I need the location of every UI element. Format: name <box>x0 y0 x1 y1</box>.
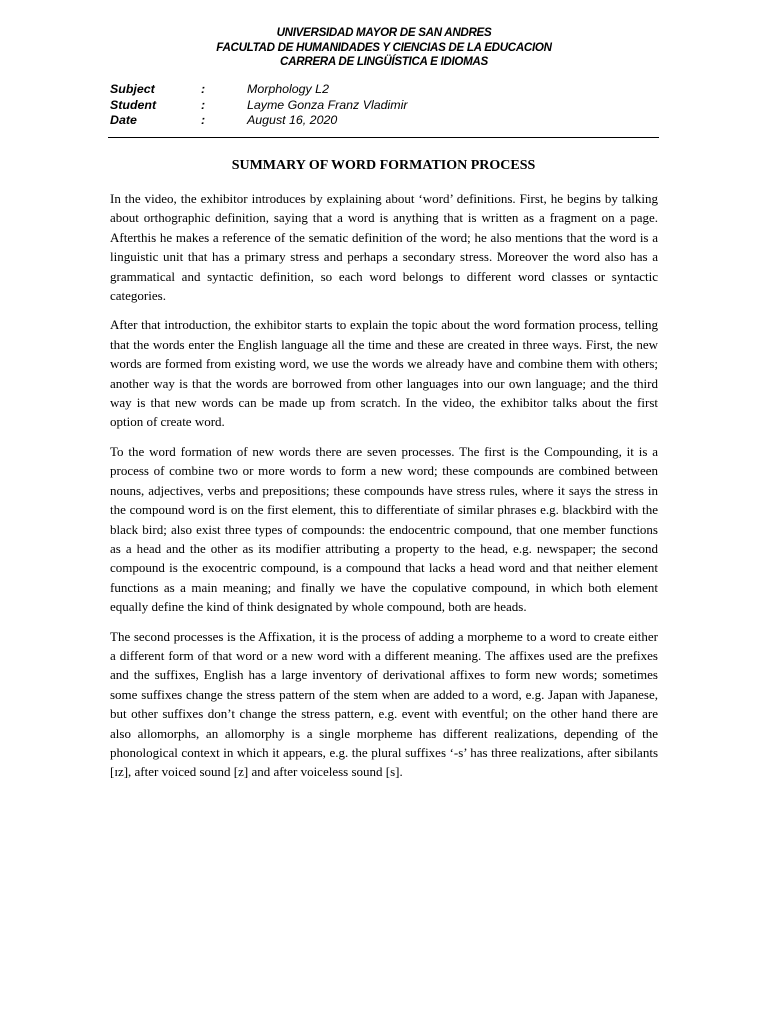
paragraph-3: To the word formation of new words there are seven processes. The first is the Compounding, it is a process of combine two or more words to form a new word; these compounds are combined between nouns, adjectives, verbs and prepositions; these compounds have stress rules, where it says the stress in the compound word is on the first element, this to differentiate of similar phrases e.g. blackbird with the black bird; also exist three types of compounds: the endocentric compound, that one member functions as a head and the other as its modifier attributing a property to the head, e.g. newspaper; the second compound is the exocentric compound, is a compound that lacks a head word and that neither element functions as a main meaning; and finally we have the copulative compound, in which both element equally define the kind of think designated by whole compound, both are heads. <box>110 443 658 615</box>
paragraph-1: In the video, the exhibitor introduces by explaining about ‘word’ definitions. First, he begins by talking about orthographic definition, saying that a word is anything that is written as a fragment on a page. Afterthis he makes a reference of the sematic definition of the word; he also mentions that the word is a linguistic unit that has a primary stress and perhaps a secondary stress. Moreover the word also has a grammatical and syntactic definition, so each word belongs to different word classes or syntactic categories. <box>110 191 658 304</box>
university-name: UNIVERSIDAD MAYOR DE SAN ANDRES <box>276 26 492 39</box>
date-label: Date <box>110 113 137 127</box>
document-body <box>110 189 658 792</box>
document-title: SUMMARY OF WORD FORMATION PROCESS <box>231 158 536 173</box>
faculty-name: FACULTAD DE HUMANIDADES Y CIENCIAS DE LA EDUCACION <box>216 40 552 54</box>
subject-label: Subject <box>110 82 155 96</box>
date-value: August 16, 2020 <box>247 113 338 127</box>
paragraph-4: The second processes is the Affixation, it is the process of adding a morpheme to a word to create either a different form of that word or a new word with a different meaning. The affixes used are the prefixes and the suffixes, English has a large inventory of derivational affixes to form new words; sometimes some suffixes change the stress pattern of the stem when are added to a word, e.g. Japan with Japanese, but other suffixes don’t change the stress pattern, e.g. event with eventful; on the other hand there are also allomorphs, an allomorphy is a single morpheme has different realizations, depending of the phonological context in which it appears, e.g. the plural suffixes ‘-s’ has three realizations, after sibilants [ɪz], after voiced sound [z] and after voiceless sound [s]. <box>110 628 658 780</box>
header-divider <box>108 137 659 138</box>
career-name: CARRERA DE LINGÜÍSTICA E IDIOMAS <box>280 55 488 68</box>
subject-colon: : <box>201 82 206 96</box>
student-colon: : <box>201 97 206 112</box>
subject-value: Morphology L2 <box>247 82 329 96</box>
paragraph-2: After that introduction, the exhibitor starts to explain the topic about the word formation process, telling that the words enter the English language all the time and these are created in three ways. First, the new words are formed from existing word, we use the words we already have and combine them with others; another way is that the words are borrowed from other languages into our own language; and the third way is that new words can be made up from scratch. In the video, the exhibitor talks about the first option of create word. <box>110 317 658 430</box>
document-header <box>0 26 768 70</box>
student-label: Student <box>110 97 157 112</box>
date-colon: : <box>201 113 206 127</box>
student-value: Layme Gonza Franz Vladimir <box>247 97 408 112</box>
